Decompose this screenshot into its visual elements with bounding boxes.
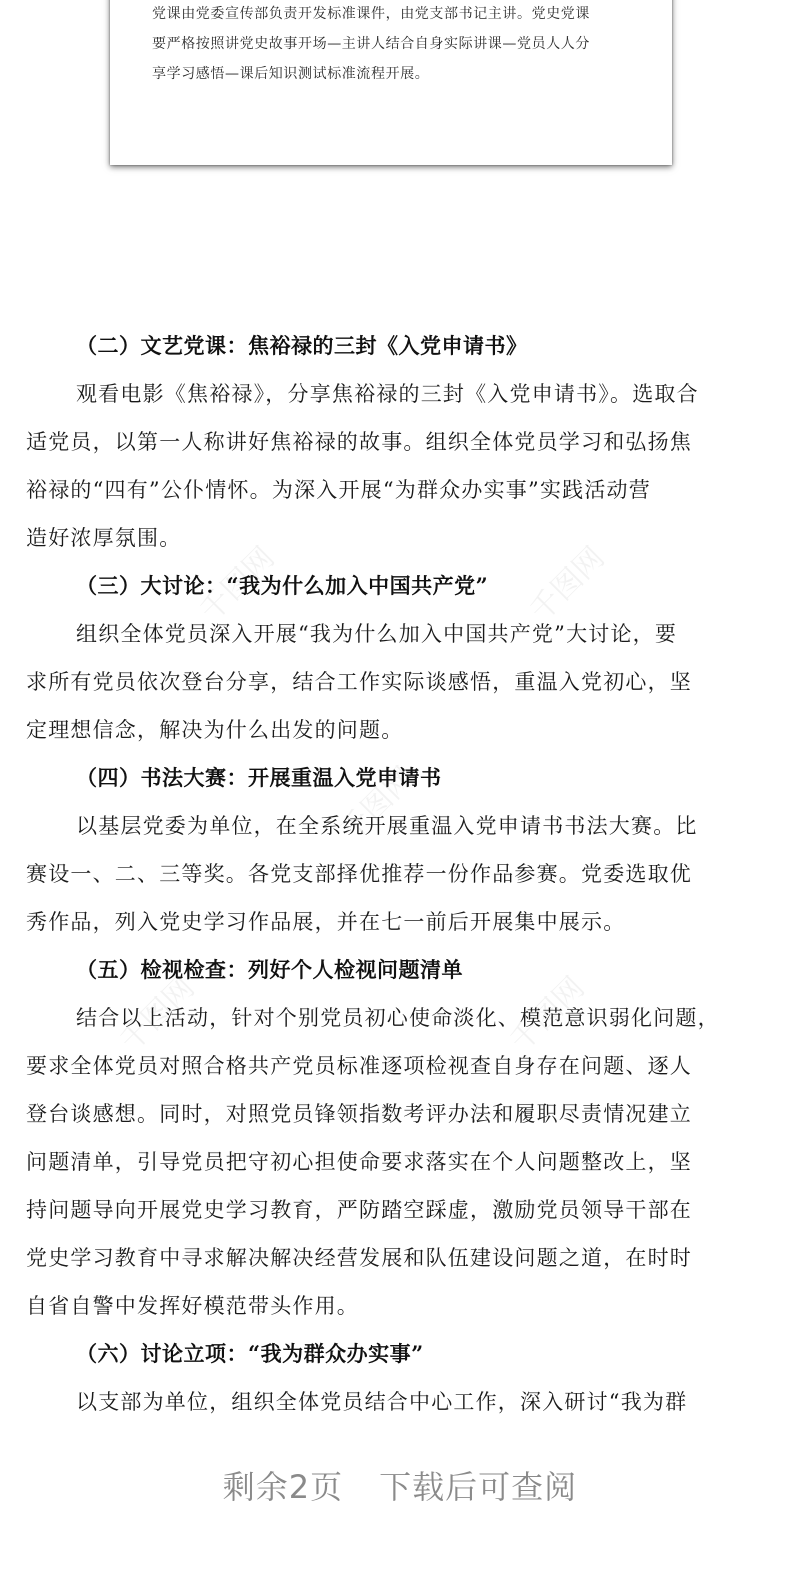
text-line: 要严格按照讲党史故事开场—主讲人结合自身实际讲课—党员人人分 <box>152 36 590 52</box>
section-heading: （二）文艺党课：焦裕禄的三封《入党申请书》 <box>76 333 528 358</box>
previous-page-card <box>110 0 672 165</box>
text-line: 党史学习教育中寻求解决解决经营发展和队伍建设问题之道，在时时 <box>26 1246 692 1270</box>
text-line: 秀作品，列入党史学习作品展，并在七一前后开展集中展示。 <box>26 910 626 934</box>
section-paragraph <box>26 994 766 1330</box>
text-line: 持问题导向开展党史学习教育，严防踏空踩虚，激励党员领导干部在 <box>26 1198 692 1222</box>
previous-page-text <box>152 0 642 89</box>
section-paragraph <box>26 802 766 946</box>
text-line: 自省自警中发挥好模范带头作用。 <box>26 1294 359 1318</box>
watermark: 千图网 <box>113 970 202 1059</box>
watermark: 千图网 <box>503 970 592 1059</box>
text-line: 裕禄的“四有”公仆情怀。为深入开展“为群众办实事”实践活动营 <box>26 478 651 502</box>
document-body <box>26 322 766 1426</box>
section-paragraph <box>26 370 766 562</box>
remaining-pages-label: 剩余2页 <box>222 1468 344 1506</box>
text-line: 观看电影《焦裕禄》，分享焦裕禄的三封《入党申请书》。选取合 <box>76 382 699 406</box>
watermark: 千图网 <box>333 760 422 849</box>
section-paragraph <box>26 610 766 754</box>
section-heading: （三）大讨论：“我为什么加入中国共产党” <box>76 573 489 598</box>
section-paragraph <box>26 1378 766 1426</box>
watermark: 千图网 <box>193 540 282 629</box>
text-line: 组织全体党员深入开展“我为什么加入中国共产党”大讨论，要 <box>76 622 678 646</box>
watermark: 千图网 <box>523 540 612 629</box>
text-line: 党课由党委宣传部负责开发标准课件，由党支部书记主讲。党史党课 <box>152 6 590 22</box>
text-line: 问题清单，引导党员把守初心担使命要求落实在个人问题整改上，坚 <box>26 1150 692 1174</box>
download-prompt[interactable] <box>0 1462 800 1508</box>
text-line: 赛设一、二、三等奖。各党支部择优推荐一份作品参赛。党委选取优 <box>26 862 692 886</box>
download-to-view-label: 下载后可查阅 <box>379 1468 578 1506</box>
text-line: 适党员，以第一人称讲好焦裕禄的故事。组织全体党员学习和弘扬焦 <box>26 430 692 454</box>
section-heading: （六）讨论立项：“我为群众办实事” <box>76 1341 424 1366</box>
text-line: 要求全体党员对照合格共产党员标准逐项检视查自身存在问题、逐人 <box>26 1054 692 1078</box>
text-line: 登台谈感想。同时，对照党员锋领指数考评办法和履职尽责情况建立 <box>26 1102 692 1126</box>
text-line: 定理想信念，解决为什么出发的问题。 <box>26 718 404 742</box>
text-line: 以支部为单位，组织全体党员结合中心工作，深入研讨“我为群 <box>76 1390 688 1414</box>
section-heading: （四）书法大赛：开展重温入党申请书 <box>76 765 442 790</box>
text-line: 求所有党员依次登台分享，结合工作实际谈感悟，重温入党初心，坚 <box>26 670 692 694</box>
section-heading: （五）检视检查：列好个人检视问题清单 <box>76 957 463 982</box>
text-line: 结合以上活动，针对个别党员初心使命淡化、模范意识弱化问题， <box>76 1006 720 1030</box>
text-line: 享学习感悟—课后知识测试标准流程开展。 <box>152 66 430 82</box>
text-line: 造好浓厚氛围。 <box>26 526 182 550</box>
text-line: 以基层党委为单位，在全系统开展重温入党申请书书法大赛。比 <box>76 814 698 838</box>
